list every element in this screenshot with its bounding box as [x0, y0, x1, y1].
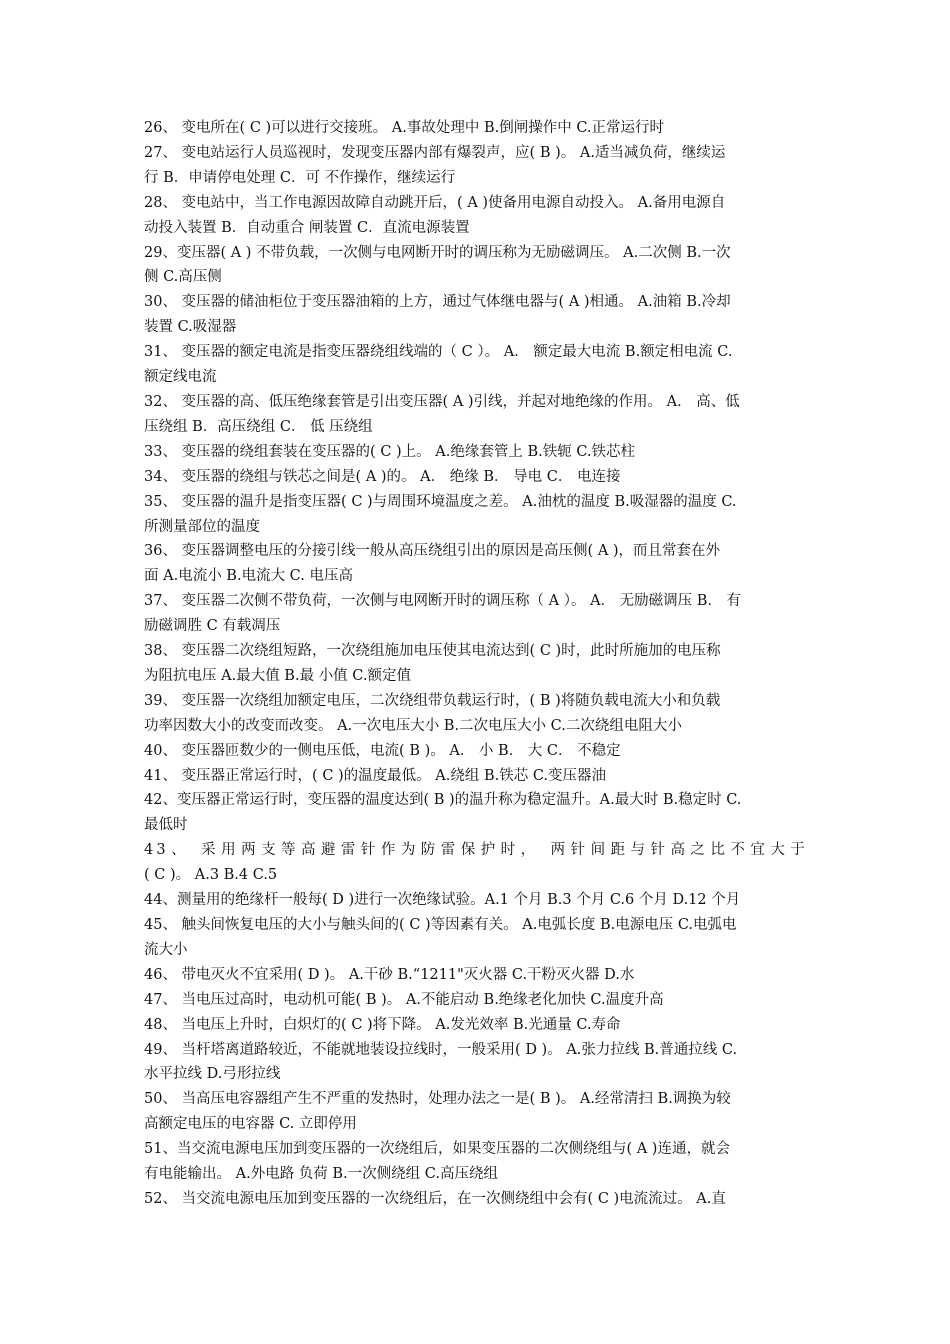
question-46: 46、 带电灭火不宜采用( D )。 A.干砂 B.“1211"灭火器 C.干粉灭火器 D.水: [144, 966, 635, 983]
question-31: 31、 变压器的额定电流是指变压器绕组线端的（ C ）。 A． 额定最大电流 B.额定相电流 C. 额定线电流: [144, 344, 733, 386]
question-26: 26、 变电所在( C )可以进行交接班。 A.事故处理中 B.倒闸操作中 C.正常运行时: [144, 120, 665, 136]
question-41: 41、 变压器正常运行时，( C )的温度最低。 A.绕组 B.铁芯 C.变压器油: [144, 767, 607, 784]
question-52: 52、 当交流电源电压加到变压器的一次绕组后，在一次侧绕组中会有( C )电流流过。 A.直: [144, 1190, 726, 1207]
document-page: [144, 116, 808, 1212]
question-29: 29、变压器( A ) 不带负载，一次侧与电网断开时的调压称为无励磁调压。 A.二次侧 B.一次 侧 C.高压侧: [144, 244, 731, 286]
question-32: 32、 变压器的高、低压绝缘套管是引出变压器( A )引线，并起对地绝缘的作用。 A． 高、低 压绕组 B．高压绕组 C． 低 压绕组: [144, 393, 740, 435]
question-42: 42、变压器正常运行时，变压器的温度达到( B )的温升称为稳定温升。A.最大时 B.稳定时 C. 最低时: [144, 792, 742, 834]
question-28: 28、 变电站中，当工作电源因故障自动跳开后，( A )使备用电源自动投入。 A.备用电源自 动投入装置 B．自动重合 闸装置 C．直流电源装置: [144, 194, 726, 236]
question-51: 51、当交流电源电压加到变压器的一次绕组后，如果变压器的二次侧绕组与( A )连通，就会 有电能输出。 A.外电路 负荷 B.一次侧绕组 C.高压绕组: [144, 1141, 730, 1183]
question-39: 39、 变压器一次绕组加额定电压，二次绕组带负载运行时，( B )将随负载电流大小和负载 功率因数大小的改变而改变。 A.一次电压大小 B.二次电压大小 C.二次绕组电阻大小: [144, 692, 721, 734]
question-27: 27、 变电站运行人员巡视时，发现变压器内部有爆裂声，应( B )。 A.适当减负荷，继续运 行 B．申请停电处理 C．可 不作操作，继续运行: [144, 144, 726, 186]
question-45: 45、 触头间恢复电压的大小与触头间的( C )等因素有关。 A.电弧长度 B.电源电压 C.电弧电 流大小: [144, 917, 737, 958]
question-38: 38、 变压器二次绕组短路，一次绕组施加电压使其电流达到( C )时，此时所施加的电压称 为阻抗电压 A.最大值 B.最 小值 C.额定值: [144, 643, 721, 684]
question-36: 36、 变压器调整电压的分接引线一般从高压绕组引出的原因是高压侧( A )，而且常套在外 面 A.电流小 B.电流大 C. 电压高: [144, 543, 721, 585]
question-30: 30、 变压器的储油柜位于变压器油箱的上方，通过气体继电器与( A )相通。 A.油箱 B.冷却 装置 C.吸湿器: [144, 294, 731, 336]
question-50: 50、 当高压电容器组产生不严重的发热时，处理办法之一是( B )。 A.经常清扫 B.调换为较 高额定电压的电容器 C. 立即停用: [144, 1091, 731, 1133]
question-48: 48、 当电压上升时，白炽灯的( C )将下降。 A.发光效率 B.光通量 C.寿命: [144, 1016, 621, 1033]
question-33: 33、 变压器的绕组套装在变压器的( C )上。 A.绝缘套管上 B.铁轭 C.铁芯柱: [144, 443, 636, 460]
question-49: 49、 当杆塔离道路较近，不能就地装设拉线时，一般采用( D )。 A.张力拉线 B.普通拉线 C. 水平拉线 D.弓形拉线: [144, 1041, 738, 1083]
question-40: 40、 变压器匝数少的一侧电压低，电流( B )。 A． 小 B． 大 C． 不稳定: [144, 742, 621, 759]
question-37: 37、 变压器二次侧不带负荷，一次侧与电网断开时的调压称（ A ）。 A． 无励磁调压 B． 有 励磁调胜 C 有载凋压: [144, 593, 742, 635]
question-34: 34、 变压器的绕组与铁芯之间是( A )的。 A． 绝缘 B． 导电 C． 电连接: [144, 468, 621, 485]
question-43: 43、 采用两支等高避雷针作为防雷保护时， 两针间距与针高之比不宜大于: [144, 842, 808, 859]
question-43-continuation: ( C )。 A.3 B.4 C.5: [144, 867, 278, 884]
question-35: 35、 变压器的温升是指变压器( C )与周围环境温度之差。 A.油枕的温度 B.吸湿器的温度 C. 所测量部位的温度: [144, 493, 737, 535]
question-47: 47、 当电压过高时，电动机可能( B )。 A.不能启动 B.绝缘老化加快 C.温度升高: [144, 991, 664, 1008]
question-44: 44、测量用的绝缘杆一般每( D )进行一次绝缘试验。A.1 个月 B.3 个月 C.6 个月 D.12 个月: [144, 892, 741, 909]
